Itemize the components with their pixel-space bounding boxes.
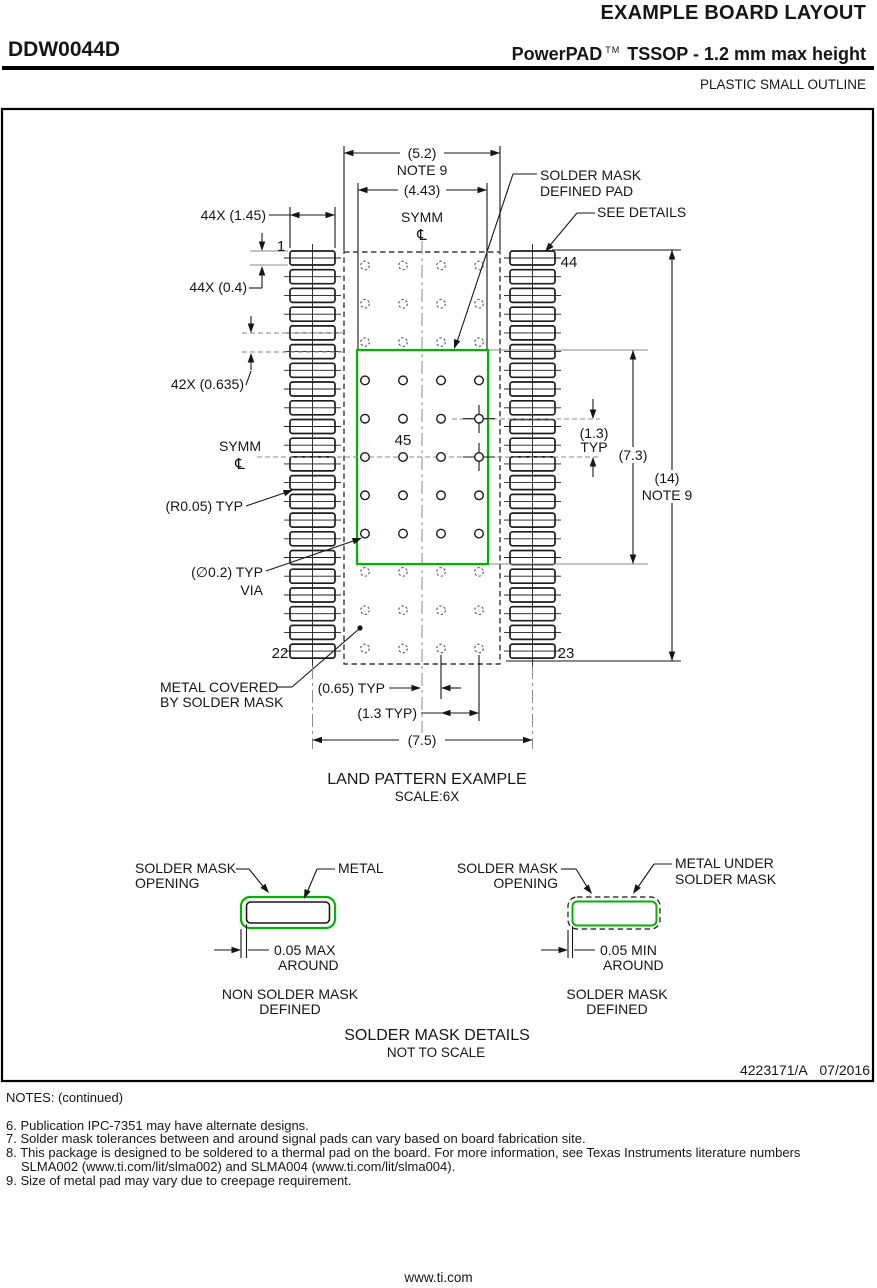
via (437, 568, 446, 577)
dim-14: (14) (654, 470, 680, 486)
doc-title: EXAMPLE BOARD LAYOUT (600, 2, 866, 24)
arrowhead (451, 339, 460, 350)
detail-left-mask-label-1: SOLDER MASK (135, 860, 237, 876)
pin-1-label: 1 (276, 238, 286, 255)
arrowhead (232, 947, 242, 954)
via (361, 568, 370, 577)
arrowhead (248, 353, 255, 363)
detail-right-metal-label-2: SOLDER MASK (675, 871, 777, 887)
note-item: 6. Publication IPC-7351 may have alternate designs. (6, 1117, 309, 1133)
via (361, 414, 370, 423)
symm-label-left: SYMM (219, 438, 261, 454)
package-family: PowerPAD (511, 44, 603, 64)
trademark-symbol: TM (605, 45, 621, 55)
detail-left-caption-1: NON SOLDER MASK (221, 986, 359, 1002)
dim-44x-0-4: 44X (0.4) (189, 279, 247, 295)
arrowhead (590, 457, 597, 467)
via (437, 338, 446, 347)
via (399, 453, 408, 462)
detail-left-metal-label: METAL (338, 860, 384, 876)
dim-1-3-right: (1.3) (579, 425, 609, 441)
outline-label: PLASTIC SMALL OUTLINE (699, 77, 866, 92)
arrowhead (259, 266, 266, 276)
dim-44x-1-45: 44X (1.45) (200, 207, 266, 223)
detail-right-dim-1: 0.05 MIN (600, 942, 657, 958)
via (361, 606, 370, 615)
via (361, 644, 370, 653)
footer (0, 1270, 877, 1285)
arrowhead (669, 250, 676, 260)
via (399, 644, 408, 653)
via (361, 491, 370, 500)
via-label: VIA (240, 582, 263, 598)
via (437, 491, 446, 500)
pin-23-label: 23 (557, 645, 575, 662)
dim-1-3-right-typ: TYP (580, 439, 608, 455)
arrowhead (358, 187, 368, 194)
via (399, 529, 408, 538)
via (399, 606, 408, 615)
solder-mask-defined-pad-label-2: DEFINED PAD (540, 183, 634, 199)
via (361, 453, 370, 462)
arrowhead (344, 150, 354, 157)
via (399, 568, 408, 577)
dim-0-65: (0.65) TYP (317, 680, 385, 696)
via (475, 568, 484, 577)
via (475, 491, 484, 500)
detail-right-metal-label-1: METAL UNDER (675, 855, 774, 871)
dim-14-note: NOTE 9 (641, 487, 693, 503)
via (437, 644, 446, 653)
detail-right-dim-2: AROUND (603, 957, 664, 973)
via (475, 644, 484, 653)
ti-website-link[interactable]: www.ti.com (404, 1270, 473, 1285)
solder-mask-details-subtitle: NOT TO SCALE (386, 1045, 486, 1060)
via (437, 414, 446, 423)
pin-22-label: 22 (271, 645, 289, 662)
via (475, 529, 484, 538)
via (475, 300, 484, 309)
via (437, 376, 446, 385)
note-item: 7. Solder mask tolerances between and around signal pads can vary based on board fabrication site. (6, 1131, 586, 1147)
see-details-label: SEE DETAILS (597, 204, 687, 220)
via (399, 414, 408, 423)
pin-45-label: 45 (394, 432, 412, 449)
dim-1-3-typ: (1.3 TYP) (357, 705, 417, 721)
detail-left-metal (247, 902, 330, 923)
via (437, 261, 446, 270)
via (361, 261, 370, 270)
leader-dot (357, 625, 362, 630)
dim-42x-0-635: 42X (0.635) (170, 376, 244, 392)
arrowhead (590, 410, 597, 420)
drawing-frame (2, 109, 873, 1081)
via (399, 261, 408, 270)
dim-5-2: (5.2) (407, 145, 437, 161)
dimension-geometry (214, 146, 681, 958)
note-item: 9. Size of metal pad may vary due to creepage requirement. (6, 1172, 352, 1188)
arrowhead (669, 652, 676, 662)
arrowhead (326, 212, 336, 219)
via (475, 606, 484, 615)
arrowhead (491, 150, 501, 157)
solder-mask-details-title: SOLDER MASK DETAILS (344, 1027, 530, 1044)
via (361, 338, 370, 347)
detail-left-dim-1: 0.05 MAX (274, 942, 336, 958)
via (475, 338, 484, 347)
pin-44-label: 44 (560, 254, 578, 271)
via (437, 529, 446, 538)
detail-left-caption-2: DEFINED (259, 1001, 321, 1017)
solder-mask-defined-pad-label-1: SOLDER MASK (540, 167, 642, 183)
centerline-symbol-top: ℄ (417, 227, 427, 244)
via (475, 414, 484, 423)
arrowhead (478, 187, 488, 194)
arrowhead (313, 737, 323, 744)
dim-via-0-2: (∅0.2) TYP (191, 564, 263, 580)
via (361, 300, 370, 309)
land-pattern-scale: SCALE:6X (394, 789, 460, 804)
arrowhead (441, 685, 451, 692)
arrowhead (248, 324, 255, 334)
via (399, 376, 408, 385)
arrowhead (301, 889, 311, 900)
package-subtitle: TSSOP - 1.2 mm max height (627, 44, 866, 64)
part-number: DDW0044D (8, 38, 121, 61)
arrowhead (470, 710, 480, 717)
detail-right-caption-2: DEFINED (586, 1001, 648, 1017)
metal-covered-label-1: METAL COVERED (160, 679, 279, 695)
revision-number: 4223171/A 07/2016 (739, 1062, 870, 1078)
centerline-symbol-left: ℄ (235, 456, 245, 473)
detail-right-mask-opening (573, 902, 657, 926)
symm-label-top: SYMM (401, 209, 443, 225)
dim-7-3: (7.3) (618, 447, 648, 463)
via (437, 606, 446, 615)
detail-left-dim-2: AROUND (278, 957, 339, 973)
detail-right-mask-label-1: SOLDER MASK (456, 860, 558, 876)
drawing-labels (135, 145, 870, 1078)
dim-5-2-note: NOTE 9 (396, 162, 448, 178)
via (399, 491, 408, 500)
via (437, 300, 446, 309)
land-pattern-title: LAND PATTERN EXAMPLE (327, 771, 527, 788)
arrowhead (412, 685, 422, 692)
metal-covered-label-2: BY SOLDER MASK (160, 694, 284, 710)
arrowhead (523, 737, 533, 744)
via (437, 453, 446, 462)
via (399, 338, 408, 347)
arrowhead (559, 947, 569, 954)
via (361, 376, 370, 385)
via (475, 376, 484, 385)
dim-4-43: (4.43) (403, 182, 441, 198)
detail-right-caption-1: SOLDER MASK (566, 986, 668, 1002)
detail-left-mask-label-2: OPENING (135, 875, 200, 891)
notes-heading: NOTES: (continued) (6, 1090, 124, 1105)
arrowhead (630, 555, 637, 565)
arrowhead (584, 884, 595, 896)
notes-section (6, 1091, 854, 1187)
dim-r0-05: (R0.05) TYP (165, 498, 243, 514)
arrowhead (441, 710, 451, 717)
via (399, 300, 408, 309)
drawing-shapes (2, 109, 873, 1081)
arrowhead (259, 242, 266, 252)
via (475, 453, 484, 462)
note-item: 8. This package is designed to be soldered to a thermal pad on the board. For more information, see Texas Instruments literature numbers SLMA002 (www.ti.com/lit/slma002) and SLMA004 (www.ti.com/lit/slma004). (6, 1145, 801, 1174)
arrowhead (290, 212, 300, 219)
arrowhead (630, 350, 637, 360)
detail-right-mask-label-2: OPENING (493, 875, 558, 891)
via (361, 529, 370, 538)
dim-7-5: (7.5) (407, 732, 437, 748)
